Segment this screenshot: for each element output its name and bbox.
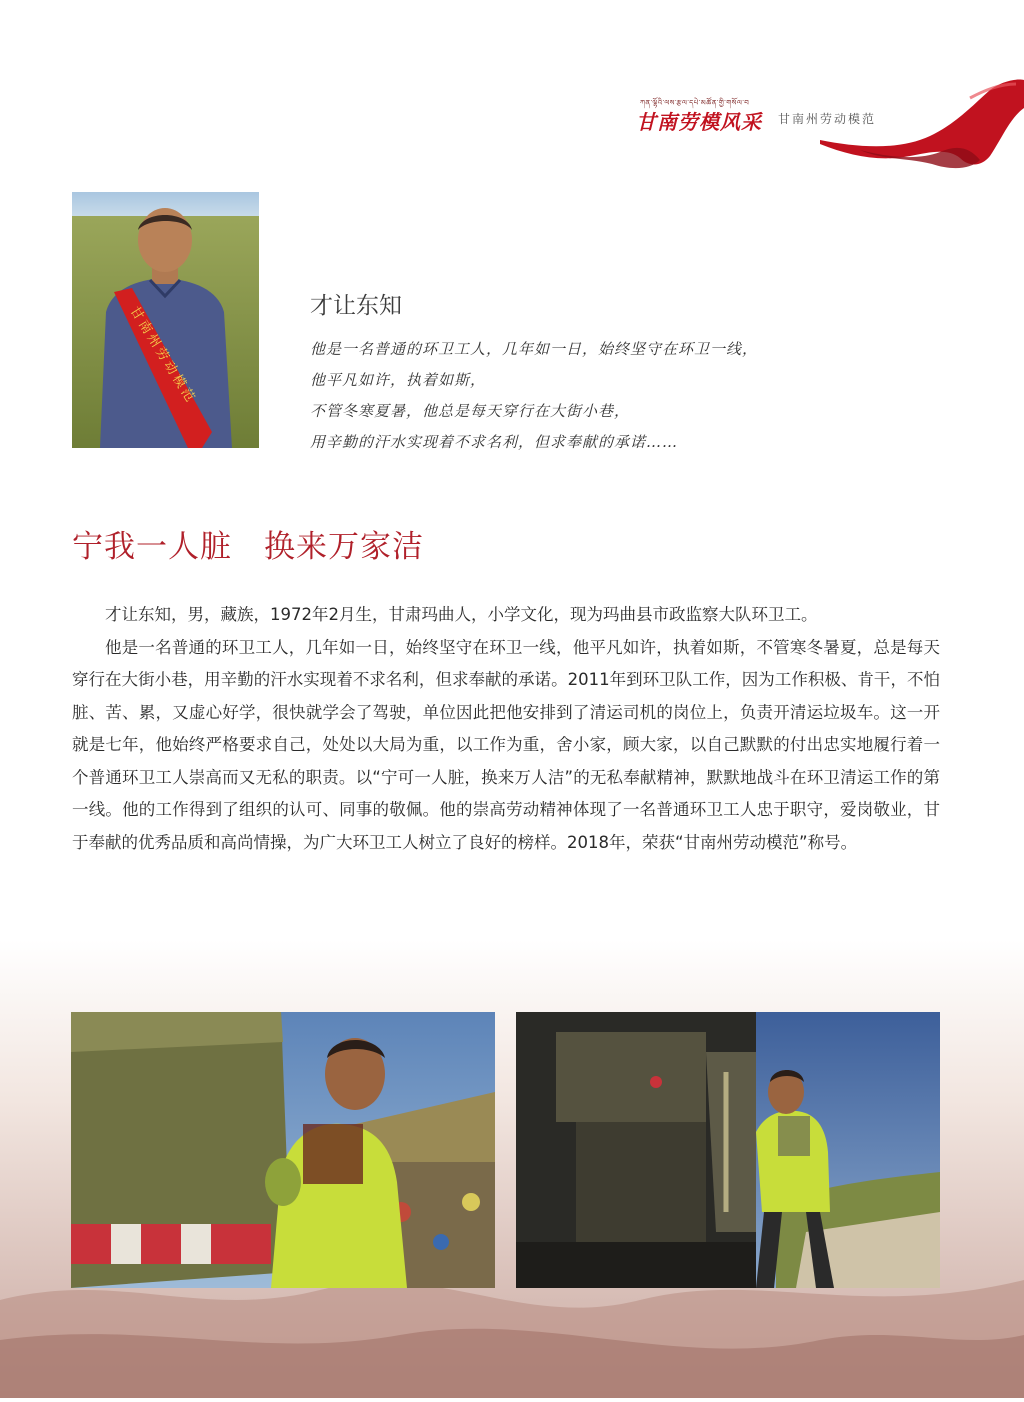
intro-line: 用辛勤的汗水实现着不求名利，但求奉献的承诺…… (310, 433, 679, 451)
worker-climbing-photo (516, 1012, 940, 1288)
body-paragraph: 才让东知，男，藏族，1972年2月生，甘肃玛曲人，小学文化，现为玛曲县市政监察大队环卫工。 (105, 605, 818, 624)
red-ribbon-decoration (820, 78, 1024, 178)
intro-line: 他是一名普通的环卫工人，几年如一日，始终坚守在环卫一线， (310, 340, 759, 358)
article-body (72, 599, 940, 859)
intro-quote (310, 334, 850, 458)
article-headline: 宁我一人脏 换来万家洁 (72, 529, 424, 565)
portrait-photo (72, 192, 259, 448)
brand-subtitle: 甘南州劳动模范 (778, 112, 877, 126)
brand-title: 甘南劳模风采 (636, 110, 762, 134)
body-paragraph: 他是一名普通的环卫工人，几年如一日，始终坚守在环卫一线，他平凡如许，执着如斯，不管寒冬暑夏，总是每天穿行在大街小巷，用辛勤的汗水实现着不求名利，但求奉献的承诺。2011年到环卫队工作，因为工作积极、肯干，不怕脏、苦、累，又虚心好学，很快就学会了驾驶，单位因此把他安排到了清运司机的岗位上，负责开清运垃圾车。这一开就是七年，他始终严格要求自己，处处以大局为重，以工作为重，舍小家，顾大家，以自己默默的付出忠实地履行着一个普通环卫工人崇高而又无私的职责。以“宁可一人脏，换来万人洁”的无私奉献精神，默默地战斗在环卫清运工作的第一线。他的工作得到了组织的认可、同事的敬佩。他的崇高劳动精神体现了一名普通环卫工人忠于职守，爱岗敬业，甘于奉献的优秀品质和高尚情操，为广大环卫工人树立了良好的榜样。2018年，荣获“甘南州劳动模范”称号。 (72, 637, 940, 852)
tibetan-tagline: ཀན་ལྷོའི་ལས་རྩལ་དཔེ་མཚོན་གྱི་གསོལ་བ (640, 99, 750, 107)
intro-line: 不管冬寒夏暑，他总是每天穿行在大街小巷， (310, 402, 631, 420)
sash-text: 甘南州劳动模范 (126, 304, 199, 408)
intro-line: 他平凡如许，执着如斯， (310, 371, 487, 389)
person-name: 才让东知 (310, 293, 402, 319)
worker-truck-photo (71, 1012, 495, 1288)
page-header (600, 78, 1024, 188)
